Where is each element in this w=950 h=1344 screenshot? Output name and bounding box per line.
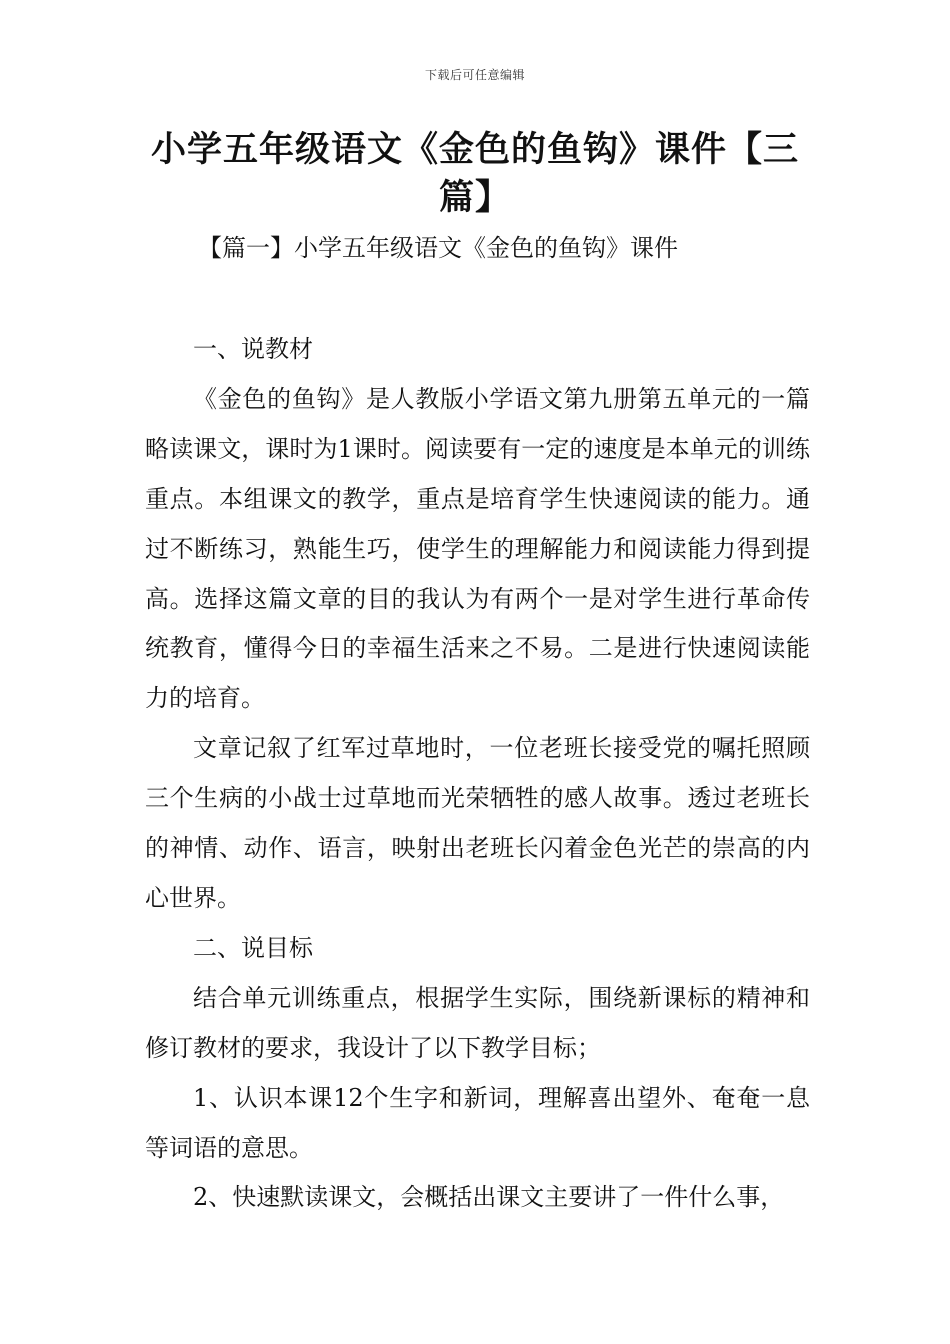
paragraph: 文章记叙了红军过草地时，一位老班长接受党的嘱托照顾三个生病的小战士过草地而光荣牺牲的感人故事。透过老班长的神情、动作、语言，映射出老班长闪着金色光芒的崇高的内心世界。 <box>145 734 810 912</box>
document-title: 小学五年级语文《金色的鱼钩》课件【三篇】 <box>150 130 799 218</box>
paragraph: 《金色的鱼钩》是人教版小学语文第九册第五单元的一篇略读课文，课时为1课时。阅读要有一定的速度是本单元的训练重点。本组课文的教学，重点是培育学生快速阅读的能力。通过不断练习，熟能生巧，使学生的理解能力和阅读能力得到提高。选择这篇文章的目的我认为有两个一是对学生进行革命传统教育，懂得今日的幸福生活来之不易。二是进行快速阅读能力的培育。 <box>145 384 810 713</box>
list-item: 2、快速默读课文，会概括出课文主要讲了一件什么事， <box>193 1183 785 1212</box>
list-item: 1、认识本课12个生字和新词，理解喜出望外、奄奄一息等词语的意思。 <box>145 1083 810 1162</box>
page-header-note: 下载后可任意编辑 <box>424 68 525 82</box>
document-body <box>145 325 810 1223</box>
section-heading-2: 二、说目标 <box>193 933 313 962</box>
paragraph: 结合单元训练重点，根据学生实际，围绕新课标的精神和修订教材的要求，我设计了以下教学目标； <box>145 983 810 1062</box>
section-heading-1: 一、说教材 <box>193 335 313 363</box>
document-subtitle: 【篇一】小学五年级语文《金色的鱼钩》课件 <box>198 234 678 262</box>
